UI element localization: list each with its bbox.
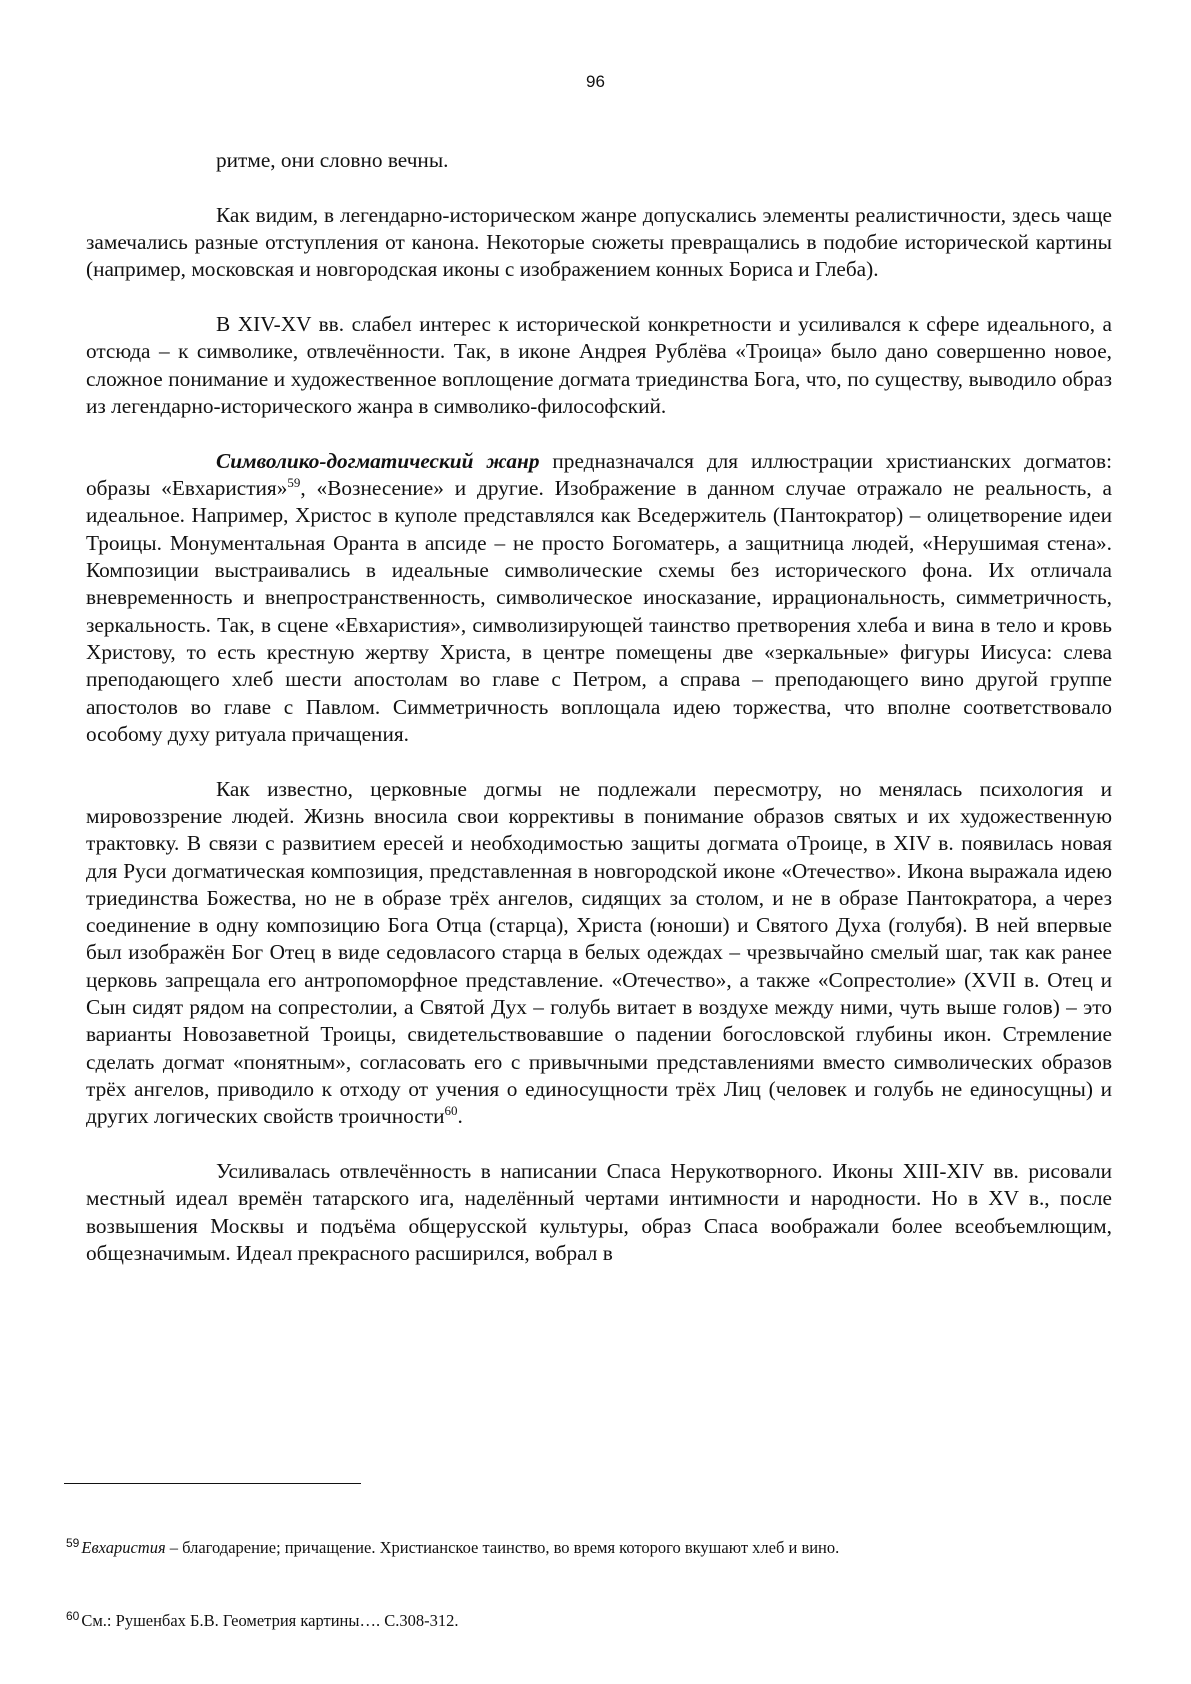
- footnote-number: 60: [66, 1608, 80, 1623]
- footnote-text: – благодарение; причащение. Христианское таинство, во время которого вкушают хлеб и вино.: [165, 1538, 840, 1557]
- page-number: 96: [586, 72, 605, 91]
- paragraph-church-dogmas: [86, 776, 1112, 1131]
- paragraph-legendary-genre: Как видим, в легендарно-историческом жанре допускались элементы реалистичности, здесь чаще замечались разные отступления от канона. Некоторые сюжеты превращались в подобие исторической картины (например, московская и новгородская иконы с изображением конных Бориса и Глеба).: [86, 202, 1112, 282]
- paragraph-continuation: ритме, они словно вечны.: [216, 148, 449, 172]
- paragraph-symbolic-dogmatic-genre: [86, 448, 1112, 748]
- paragraph-text: .: [457, 1104, 463, 1129]
- footnote-ref-60[interactable]: 60: [444, 1103, 458, 1119]
- paragraph-saviour-not-made-by-hands: Усиливалась отвлечённость в написании Спаса Нерукотворного. Иконы XIII-XIV вв. рисовали местный идеал времён татарского ига, наделённый чертами интимности и народности. Но в XV в., после возвышения Москвы и подъёма общерусской культуры, образ Спаса воображали более всеобъемлющим, общезначимым. Идеал прекрасного расширился, вобрал в: [86, 1159, 1112, 1265]
- paragraph-text: , «Вознесение» и другие. Изображение в данном случае отражало не реальность, а идеальное. Например, Христос в куполе представлялся как Вседержитель (Пантократор) – олицетворение идеи Троицы. Монументальная Оранта в апсиде – не просто Богоматерь, а защитница людей, «Нерушимая стена». Композиции выстраивались в идеальные символические схемы без исторического фона. Их отличала вневременность и внепространственность, символическое иносказание, иррациональность, симметричность, зеркальность. Так, в сцене «Евхаристия», символизирующей таинство претворения хлеба и вина в тело и кровь Христову, то есть крестную жертву Христа, в центре помещены две «зеркальные» фигуры Иисуса: слева преподающего хлеб шести апостолам во главе с Петром, а справа – преподающего вино другой группе апостолов во главе с Павлом. Симметричность воплощала идею торжества, что вполне соответствовало особому духу ритуала причащения.: [86, 476, 1112, 746]
- footnote-60: [66, 1610, 1126, 1632]
- footnote-text: См.: Рушенбах Б.В. Геометрия картины…. С.308-312.: [81, 1611, 459, 1630]
- footnote-59: [66, 1537, 1126, 1559]
- body-text: [86, 147, 1112, 1267]
- paragraph-text: предназначался для иллюстрации христианских догматов: образы «Евхаристия»: [86, 448, 1112, 501]
- paragraph-xiv-xv-centuries: В XIV-XV вв. слабел интерес к исторической конкретности и усиливался к сфере идеального, а отсюда – к символике, отвлечённости. Так, в иконе Андрея Рублёва «Троица» было дано совершенно новое, сложное понимание и художественное воплощение догмата триединства Бога, что, по существу, выводило образ из легендарно-исторического жанра в символико-философский.: [86, 312, 1112, 419]
- paragraph-text: Как известно, церковные догмы не подлежали пересмотру, но менялась психология и мировоззрение людей. Жизнь вносила свои коррективы в понимание образов святых и их художественную трактовку. В связи с развитием ересей и необходимостью защиты догмата оТроице, в XIV в. появилась новая для Руси догматическая композиция, представленная в новгородской иконе «Отечество». Икона выражала идею триединства Божества, но не в образе трёх ангелов, сидящих за столом, и не в образе Пантократора, а через соединение в одну композицию Бога Отца (старца), Христа (юноши) и Святого Духа (голубя). В ней впервые был изображён Бог Отец в виде седовласого старца в белых одеждах – чрезвычайно смелый шаг, так как ранее церковь запрещала его антропоморфное представление. «Отечество», а также «Сопрестолие» (XVII в. Отец и Сын сидят рядом на сопрестолии, а Святой Дух – голубь витает в воздухе между ними, чуть выше голов) – это варианты Новозаветной Троицы, свидетельствовавшие о падении богословской глубины икон. Стремление сделать догмат «понятным», согласовать его с привычными представлениями вместо символических образов трёх ангелов, приводило к отходу от учения о единосущности трёх Лиц (человек и голубь не единосущны) и других логических свойств троичности: [86, 776, 1112, 1129]
- footnote-number: 59: [66, 1535, 80, 1550]
- genre-term: Символико-догматический жанр: [216, 448, 540, 473]
- footnote-separator: [64, 1483, 361, 1484]
- footnote-ref-59[interactable]: 59: [287, 475, 301, 491]
- footnote-term: Евхаристия: [81, 1538, 166, 1557]
